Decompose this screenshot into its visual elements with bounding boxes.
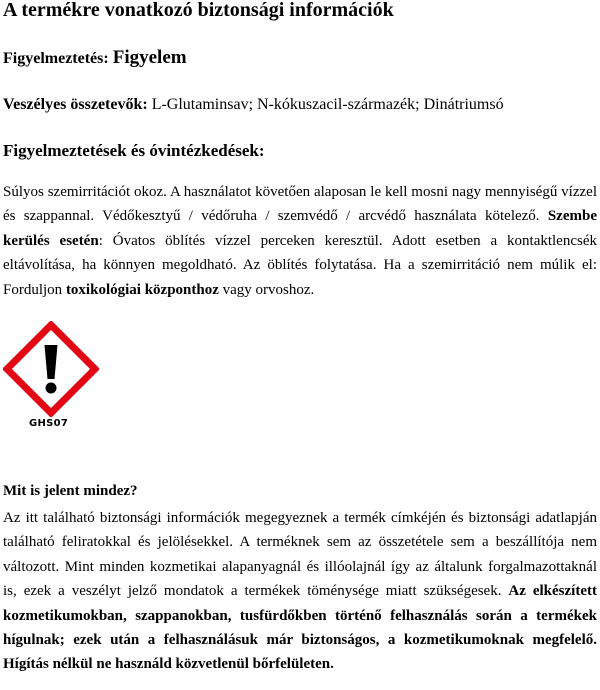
meaning-bold-dilution: Az elkészített kozmetikumokban, szappanokban, tusfürdőkben történő felhasználás során a termékek hígulnak; ezek után a felhasználásuk már biztonságos, a kozmetikumoknak megfelelő. Hígítás nélkül ne használd közvetlenül bőrfelületen.: [3, 583, 597, 673]
signal-word-value: Figyelem: [112, 47, 187, 68]
precautions-bold-toxicology: toxikológiai központhoz: [65, 281, 219, 298]
page-title: A termékre vonatkozó biztonsági információk: [3, 0, 394, 21]
precautions-text-2: : Óvatos öblítés vízzel perceken keresztül. Adott esetben a kontaktlencsék eltávolítása, ha könnyen megoldható. Az öblítés folytatása. Ha a szemirritáció nem múlik el: Forduljon: [3, 232, 597, 298]
signal-word-line: [3, 44, 187, 73]
ghs-pictogram-label: GHS07: [29, 418, 69, 429]
signal-word-label: Figyelmeztetés:: [3, 50, 109, 67]
ghs07-exclamation-mark-icon: [3, 321, 99, 417]
hazardous-ingredients-value: L-Glutaminsav; N-kókuszacil-származék; Dinátriumsó: [151, 96, 504, 113]
precautions-paragraph: [3, 180, 597, 302]
hazardous-ingredients-line: [3, 94, 504, 116]
hazardous-ingredients-label: Veszélyes összetevők:: [3, 96, 148, 113]
meaning-heading: Mit is jelent mindez?: [3, 483, 138, 499]
precautions-bold-eye-contact: Szembe kerülés esetén: [3, 208, 597, 249]
ghs-pictogram: [3, 321, 99, 431]
meaning-paragraph: [3, 506, 597, 677]
precautions-heading: Figyelmeztetések és óvintézkedések:: [3, 141, 265, 160]
precautions-text-1: Súlyos szemirritációt okoz. A használatot követően alaposan le kell mosni nagy mennyiségű vízzel és szappannal. Védőkesztyű / védőruha / szemvédő / arcvédő használata kötelező.: [3, 184, 597, 225]
precautions-text-3: vagy orvoshoz.: [218, 281, 315, 298]
meaning-text-1: Az itt található biztonsági információk megegyeznek a termék címkéjén és biztonsági adatlapján található feliratokkal és jelölésekkel. A terméknek sem az összetétele sem a beszállítója nem változott. Mint minden kozmetikai alapanyagnál és illóolajnál így az általunk forgalmazottaknál is, ezek a veszélyt jelző mondatok a termékek töménysége miatt szükségesek.: [3, 510, 597, 600]
